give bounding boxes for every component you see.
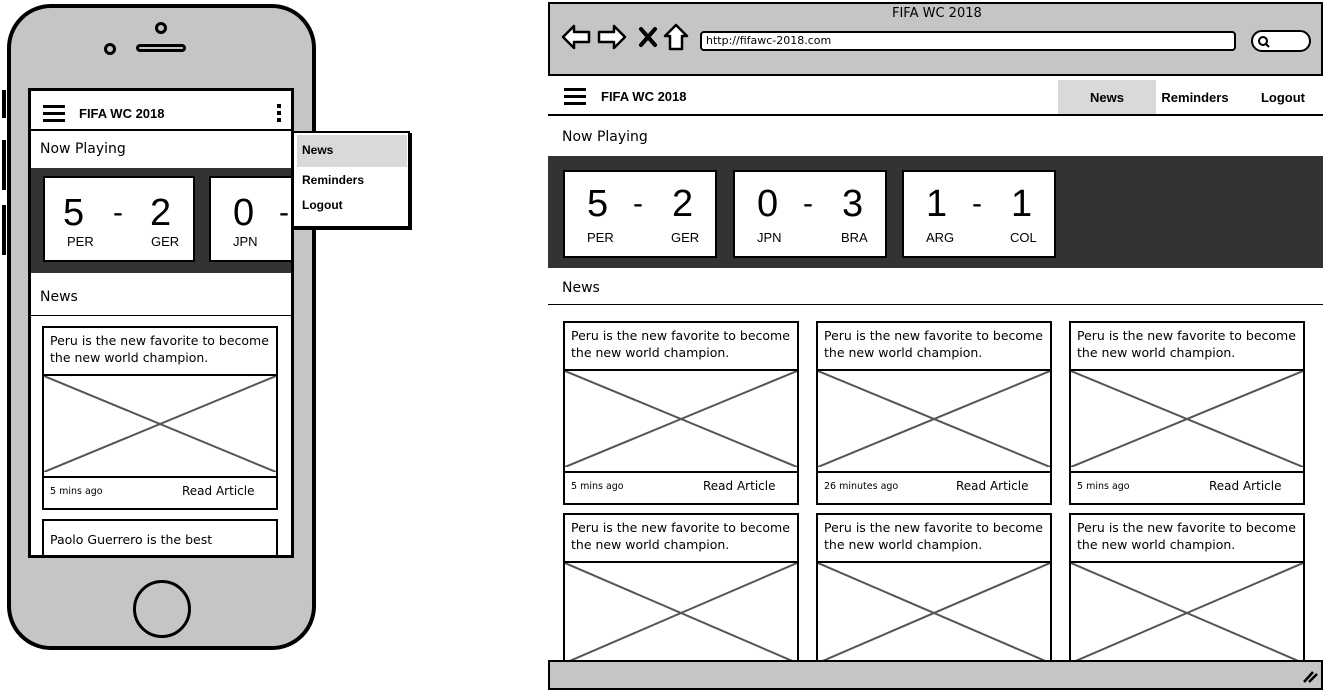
article-image-placeholder xyxy=(1071,561,1303,662)
article-time: 5 mins ago xyxy=(1077,481,1130,492)
menu-item-logout[interactable]: Logout xyxy=(302,198,343,212)
article-time: 26 minutes ago xyxy=(824,481,899,492)
forward-arrow-icon[interactable] xyxy=(597,24,627,50)
nav-link-reminders[interactable]: Reminders xyxy=(1161,90,1229,105)
score-separator: - xyxy=(803,187,813,220)
hamburger-menu-icon[interactable] xyxy=(43,105,65,122)
phone-sensor xyxy=(104,43,116,55)
nav-link-news[interactable]: News xyxy=(1090,90,1124,105)
phone-speaker xyxy=(136,44,186,52)
news-card[interactable] xyxy=(563,513,799,662)
news-label: News xyxy=(562,280,600,296)
news-card[interactable] xyxy=(1069,321,1305,505)
web-app-header xyxy=(548,76,1323,116)
away-score: 1 xyxy=(1011,183,1033,225)
away-score: 2 xyxy=(150,192,172,234)
home-icon[interactable] xyxy=(663,23,689,51)
home-team: ARG xyxy=(926,230,955,245)
news-headline: Peru is the new favorite to become the new world champion. xyxy=(571,328,790,360)
news-headline: Peru is the new favorite to become the new world champion. xyxy=(1077,328,1296,360)
nav-link-logout[interactable]: Logout xyxy=(1260,90,1306,105)
match-card[interactable] xyxy=(43,176,195,262)
overflow-menu xyxy=(292,131,410,228)
home-score: 0 xyxy=(757,183,779,225)
home-team: JPN xyxy=(233,234,258,249)
away-team: GER xyxy=(151,234,180,249)
away-team: BRA xyxy=(841,230,868,245)
news-headline: Paolo Guerrero is the best xyxy=(50,532,213,547)
score-separator: - xyxy=(633,187,643,220)
menu-item-news[interactable]: News xyxy=(302,143,334,157)
phone-side-button xyxy=(2,90,6,118)
more-options-icon[interactable] xyxy=(277,104,281,125)
phone-camera xyxy=(155,22,167,34)
score-separator: - xyxy=(279,196,289,229)
news-headline: Peru is the new favorite to become the new world champion. xyxy=(824,520,1043,552)
away-score: 2 xyxy=(672,183,694,225)
match-card[interactable] xyxy=(902,170,1056,258)
home-score: 0 xyxy=(233,192,255,234)
home-score: 1 xyxy=(926,183,948,225)
match-card[interactable] xyxy=(563,170,717,258)
away-team: GER xyxy=(671,230,700,245)
browser-title: FIFA WC 2018 xyxy=(892,6,982,21)
phone-score-strip xyxy=(31,168,291,273)
news-card[interactable] xyxy=(42,326,278,510)
match-card[interactable] xyxy=(209,176,294,262)
resize-grip-icon[interactable] xyxy=(1300,668,1318,684)
phone-app-header xyxy=(31,91,291,131)
score-separator: - xyxy=(972,187,982,220)
news-headline: Peru is the new favorite to become the new world champion. xyxy=(824,328,1043,360)
home-team: PER xyxy=(67,234,94,249)
phone-side-button xyxy=(2,140,6,190)
home-score: 5 xyxy=(587,183,609,225)
menu-item-reminders[interactable]: Reminders xyxy=(302,173,365,187)
match-card[interactable] xyxy=(733,170,887,258)
news-headline: Peru is the new favorite to become the new world champion. xyxy=(50,333,269,365)
away-team: COL xyxy=(1010,230,1037,245)
divider xyxy=(31,315,291,316)
news-card[interactable] xyxy=(816,513,1052,662)
browser-search-box[interactable] xyxy=(1251,30,1311,52)
stop-icon[interactable] xyxy=(638,26,658,48)
article-image-placeholder xyxy=(44,374,276,478)
app-title: FIFA WC 2018 xyxy=(601,89,687,104)
read-article-link[interactable]: Read Article xyxy=(182,484,255,498)
news-label: News xyxy=(40,289,78,305)
app-title: FIFA WC 2018 xyxy=(79,106,165,121)
score-separator: - xyxy=(113,196,123,229)
article-image-placeholder xyxy=(818,369,1050,473)
news-card[interactable] xyxy=(42,519,278,558)
home-score: 5 xyxy=(63,192,85,234)
browser-content xyxy=(548,74,1323,662)
article-image-placeholder xyxy=(1071,369,1303,473)
home-team: PER xyxy=(587,230,614,245)
news-headline: Peru is the new favorite to become the new world champion. xyxy=(1077,520,1296,552)
divider xyxy=(548,304,1323,305)
phone-home-button[interactable] xyxy=(133,580,191,638)
magnifier-icon xyxy=(1257,35,1271,49)
phone-screen xyxy=(28,88,294,558)
news-card[interactable] xyxy=(563,321,799,505)
away-score: 3 xyxy=(842,183,864,225)
url-input[interactable]: http://fifawc-2018.com xyxy=(700,31,1236,51)
now-playing-label: Now Playing xyxy=(40,141,126,157)
back-arrow-icon[interactable] xyxy=(561,24,591,50)
phone-side-button xyxy=(2,205,6,255)
home-team: JPN xyxy=(757,230,782,245)
news-card[interactable] xyxy=(816,321,1052,505)
hamburger-menu-icon[interactable] xyxy=(564,88,586,105)
article-image-placeholder xyxy=(565,369,797,473)
read-article-link[interactable]: Read Article xyxy=(703,479,776,493)
article-image-placeholder xyxy=(565,561,797,662)
news-headline: Peru is the new favorite to become the new world champion. xyxy=(571,520,790,552)
article-image-placeholder xyxy=(818,561,1050,662)
read-article-link[interactable]: Read Article xyxy=(956,479,1029,493)
now-playing-label: Now Playing xyxy=(562,129,648,145)
article-time: 5 mins ago xyxy=(50,486,103,497)
read-article-link[interactable]: Read Article xyxy=(1209,479,1282,493)
article-time: 5 mins ago xyxy=(571,481,624,492)
score-strip xyxy=(548,156,1323,268)
news-card[interactable] xyxy=(1069,513,1305,662)
